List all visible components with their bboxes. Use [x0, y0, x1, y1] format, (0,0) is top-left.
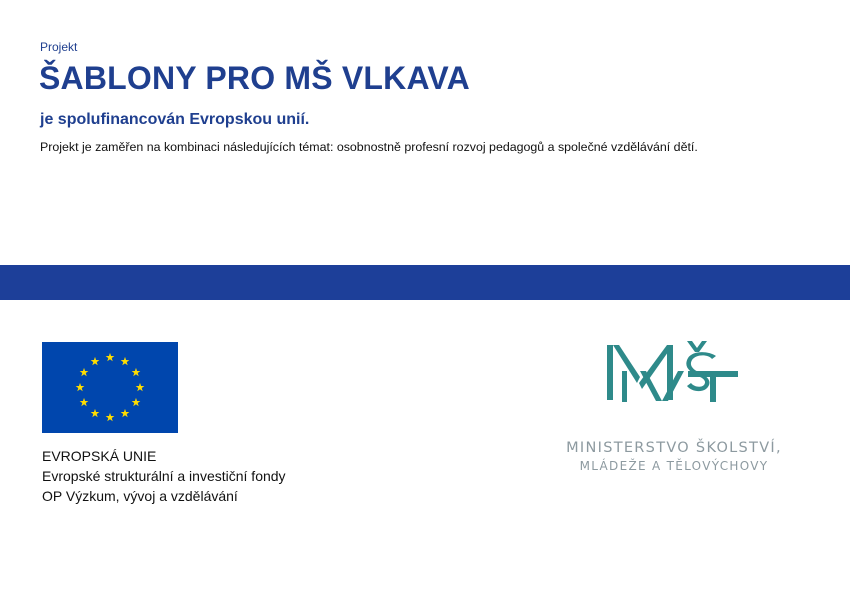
eu-name: EVROPSKÁ UNIE [42, 448, 157, 464]
eu-programme: OP Výzkum, vývoj a vzdělávání [42, 488, 238, 504]
blue-band [0, 265, 850, 300]
eu-funds: Evropské strukturální a investiční fondy [42, 468, 286, 484]
cofinanced-text: je spolufinancován Evropskou unií. [40, 111, 310, 128]
msmt-name-line2: MLÁDEŽE A TĚLOVÝCHOVY [579, 459, 769, 473]
msmt-name [535, 440, 813, 473]
eu-text-block [42, 446, 286, 506]
eu-flag-icon [42, 342, 178, 433]
project-label: Projekt [40, 40, 78, 54]
project-description: Projekt je zaměřen na kombinaci následujících témat: osobnostně profesní rozvoj pedagogů a společné vzdělávání dětí. [40, 140, 698, 154]
msmt-monogram-icon [604, 341, 740, 405]
msmt-name-line1: MINISTERSTVO ŠKOLSTVÍ, [566, 440, 782, 456]
project-title: ŠABLONY PRO MŠ VLKAVA [39, 60, 470, 96]
